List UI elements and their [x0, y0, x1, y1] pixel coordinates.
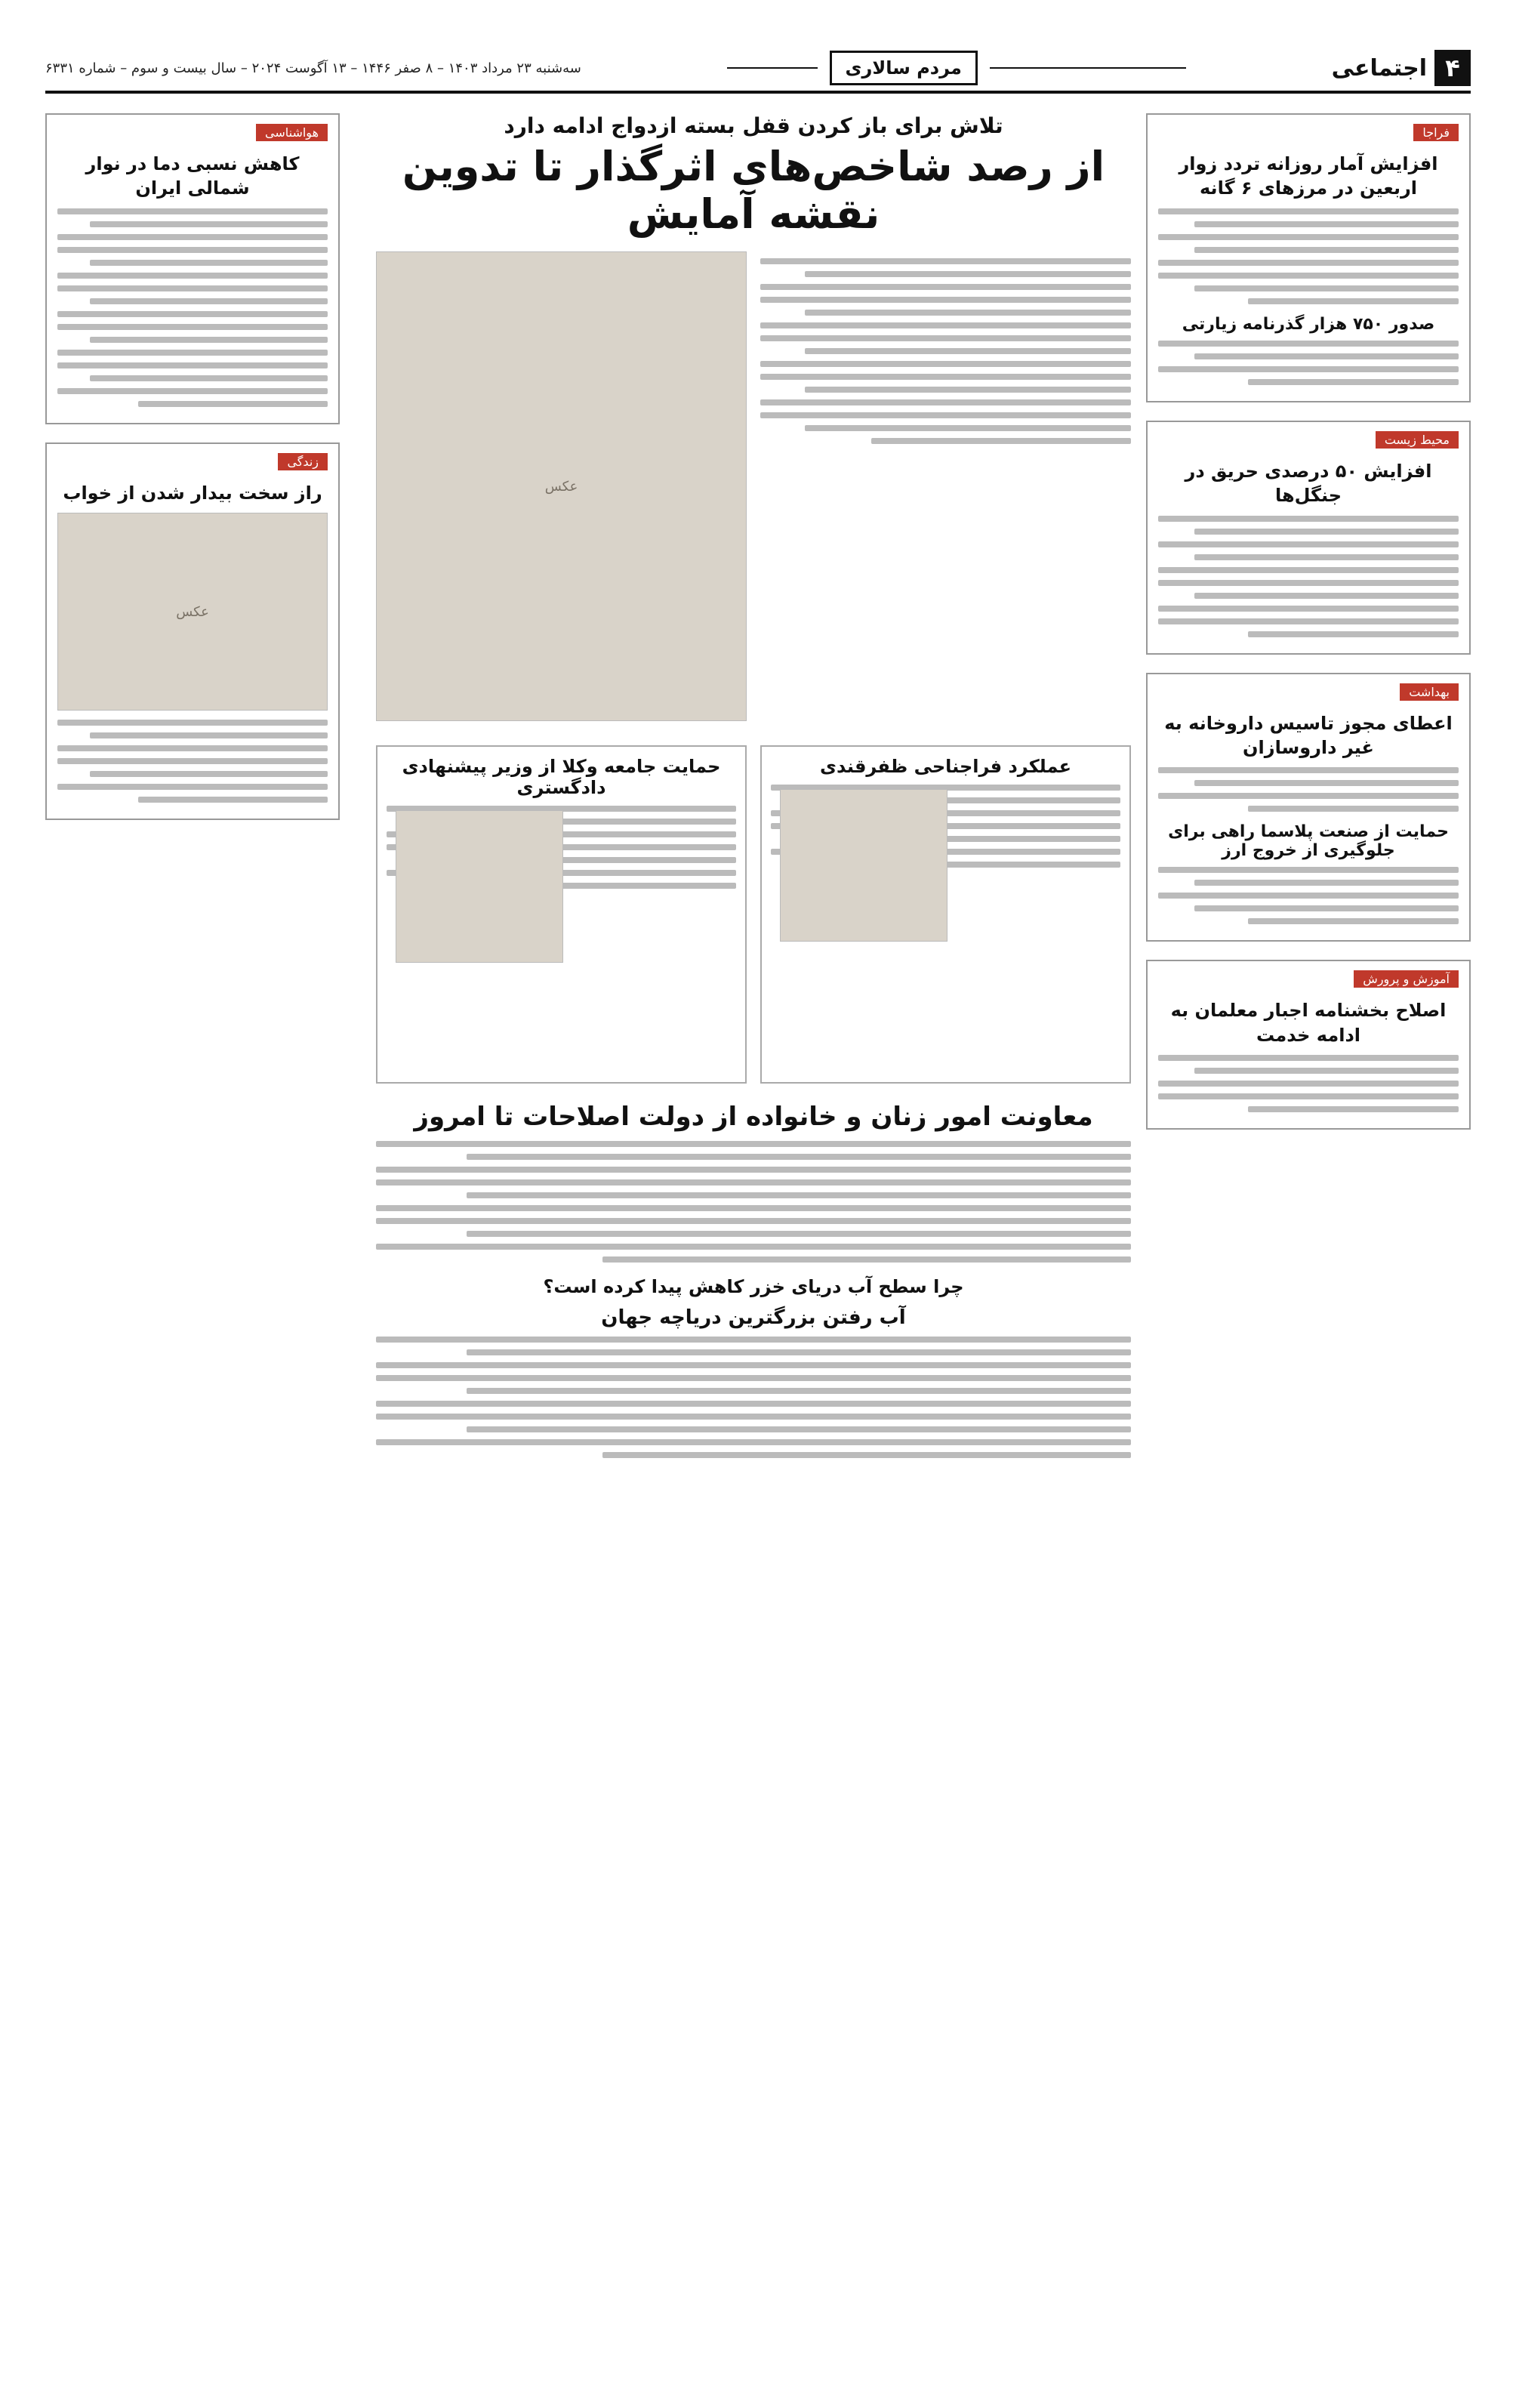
box-subtitle: حمایت از صنعت پلاسما راهی برای جلوگیری از خروج ارز — [1168, 822, 1449, 861]
main-photo-wrap — [376, 251, 747, 735]
section-header — [1332, 50, 1471, 86]
top-bar — [45, 45, 1471, 94]
main-body — [760, 251, 1131, 735]
logo-wrap — [727, 51, 1186, 85]
profile-card — [760, 745, 1131, 1084]
page-number: ۴ — [1434, 50, 1471, 86]
box-body — [1158, 516, 1459, 637]
newspaper-logo: مردم سالاری — [830, 51, 978, 85]
box-body — [57, 208, 328, 407]
main-kicker: تلاش برای باز کردن قفل بسته ازدواج ادامه دارد — [504, 113, 1003, 138]
news-box — [1146, 421, 1471, 655]
news-box — [45, 442, 340, 820]
box-title: اصلاح بخشنامه اجبار معلمان به ادامه خدمت — [1170, 1000, 1447, 1046]
profile-card — [376, 745, 747, 1084]
box-kicker: محیط زیست — [1376, 431, 1459, 449]
right-column — [1146, 113, 1471, 1148]
left-column — [45, 113, 340, 838]
dateline: سه‌شنبه ۲۳ مرداد ۱۴۰۳ – ۸ صفر ۱۴۴۶ – ۱۳ آگوست ۲۰۲۴ – سال بیست و سوم – شماره ۶۳۳۱ — [45, 60, 581, 76]
box-body — [1158, 341, 1459, 385]
news-box — [1146, 673, 1471, 942]
profiles-row — [376, 745, 1131, 1084]
box-title: افزایش ۵۰ درصدی حریق در جنگل‌ها — [1185, 460, 1432, 507]
main-photo: عکس — [376, 251, 747, 721]
box-title: کاهش نسبی دما در نوار شمالی ایران — [85, 153, 300, 199]
section-body — [376, 1141, 1131, 1263]
box-body — [1158, 867, 1459, 924]
news-box — [45, 113, 340, 424]
box-title: افزایش آمار روزانه تردد زوار اربعین در مرزهای ۶ گانه — [1179, 153, 1438, 199]
profile-title: عملکرد فراجناحی ظفرقندی — [820, 756, 1071, 777]
box-body — [1158, 208, 1459, 304]
profile-title: حمایت جامعه وکلا از وزیر پیشنهادی دادگستری — [402, 756, 721, 798]
box-kicker: بهداشت — [1400, 683, 1459, 701]
main-headline: از رصد شاخص‌های اثرگذار تا تدوین نقشه آمایش — [402, 143, 1105, 238]
section-headline: معاونت امور زنان و خانواده از دولت اصلاحات تا امروز — [414, 1102, 1093, 1132]
box-title: اعطای مجوز تاسیس داروخانه به غیر داروسازان — [1164, 712, 1453, 758]
news-box — [1146, 113, 1471, 402]
story-photo: عکس — [57, 513, 328, 711]
box-kicker: زندگی — [278, 453, 328, 470]
section-headline: آب رفتن بزرگترین دریاچه جهان — [601, 1306, 906, 1329]
box-title: راز سخت بیدار شدن از خواب — [63, 482, 322, 504]
box-subtitle: صدور ۷۵۰ هزار گذرنامه زیارتی — [1182, 314, 1435, 334]
rule — [727, 67, 818, 69]
profile-photo — [396, 810, 563, 963]
box-body — [57, 720, 328, 803]
news-box — [1146, 960, 1471, 1130]
rule — [990, 67, 1186, 69]
profile-photo — [780, 789, 948, 942]
box-body — [1158, 1055, 1459, 1112]
main-story-grid — [376, 251, 1131, 735]
box-body — [1158, 767, 1459, 812]
box-kicker: فراجا — [1413, 124, 1459, 141]
box-kicker: هواشناسی — [256, 124, 328, 141]
section-title: اجتماعی — [1331, 54, 1427, 82]
middle-column — [376, 113, 1131, 1465]
section-kicker: چرا سطح آب دریای خزر کاهش پیدا کرده است؟ — [543, 1276, 964, 1297]
box-kicker: آموزش و پرورش — [1354, 970, 1459, 988]
section-body — [376, 1337, 1131, 1458]
